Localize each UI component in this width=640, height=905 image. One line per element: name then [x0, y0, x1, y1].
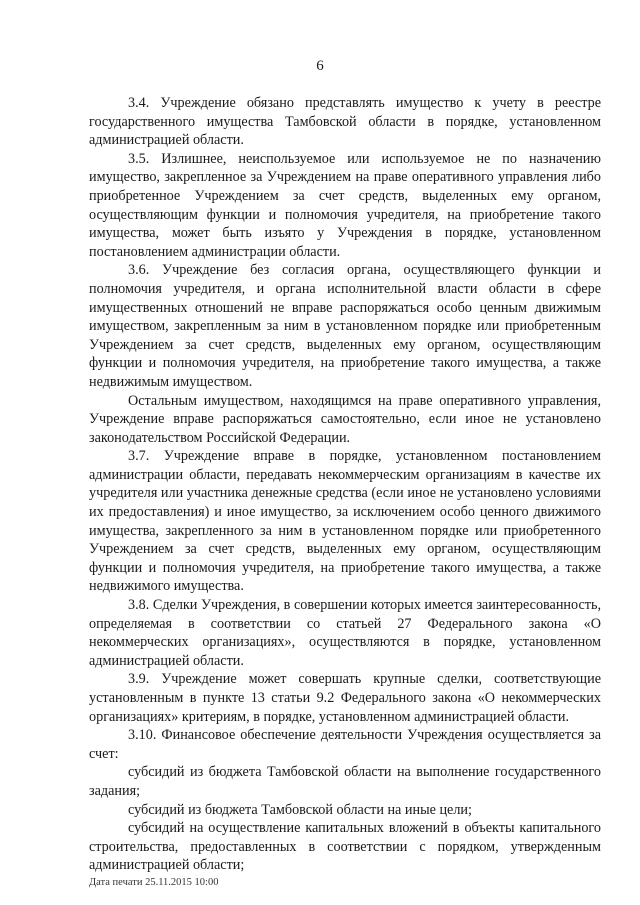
list-item-other-purpose-subsidies: субсидий из бюджета Тамбовской области на иные цели; — [128, 801, 472, 818]
list-item-state-task-subsidies: субсидий из бюджета Тамбовской области на выполнение государственного задания; — [89, 764, 601, 799]
paragraph-3-5: 3.5. Излишнее, неиспользуемое или используемое не по назначению имущество, закрепленное за Учреждением на праве оперативного управления либо приобретенное Учреждением за счет средств, выделенных ему органом, осуществляющим функции и полномочия учредителя, на приобретение такого имущества, может быть изъято у Учреждения в порядке, установленном постановлением администрации области. — [89, 150, 601, 260]
list-item-capital-investment-subsidies: субсидий на осуществление капитальных вложений в объекты капитального строительства, предоставленных в соответствии с порядком, утвержденным администрацией области; — [89, 820, 601, 874]
paragraph-3-4: 3.4. Учреждение обязано представлять имущество к учету в реестре государственного имущества Тамбовской области в порядке, установленном администрацией области. — [89, 95, 601, 149]
paragraph-3-10: 3.10. Финансовое обеспечение деятельности Учреждения осуществляется за счет: — [89, 727, 601, 762]
page-number: 6 — [316, 58, 324, 74]
print-date-footer: Дата печати 25.11.2015 10:00 — [89, 877, 219, 888]
paragraph-3-7: 3.7. Учреждение вправе в порядке, установленном постановлением администрации области, передавать некоммерческим организациям в качестве их учредителя или участника денежные средства (если иное не установлено условиями их предоставления) и иное имущество, за исключением особо ценного движимого имущества, закрепленного за ним в установленном порядке или приобретенного Учреждением за счет средств, выделенных ему органом, осуществляющим функции и полномочия учредителя, на приобретение такого имущества, а также недвижимого имущества. — [89, 448, 601, 595]
document-body — [89, 94, 601, 875]
paragraph-3-6-continued: Остальным имуществом, находящимся на праве оперативного управления, Учреждение вправе распоряжаться самостоятельно, если иное не установлено законодательством Российской Федерации. — [89, 392, 601, 446]
paragraph-3-9: 3.9. Учреждение может совершать крупные сделки, соответствующие установленным в пункте 13 статьи 9.2 Федерального закона «О некоммерческих организациях» критериям, в порядке, установленном администрацией области. — [89, 671, 601, 725]
paragraph-3-8: 3.8. Сделки Учреждения, в совершении которых имеется заинтересованность, определяемая в соответствии со статьей 27 Федерального закона «О некоммерческих организациях», осуществляются в порядке, установленном администрацией области. — [89, 597, 601, 669]
paragraph-3-6: 3.6. Учреждение без согласия органа, осуществляющего функции и полномочия учредителя, и органа исполнительной власти области в сфере имущественных отношений не вправе распоряжаться особо ценным движимым имуществом, закрепленным за ним в установленном порядке или приобретенным Учреждением за счет средств, выделенных ему органом, осуществляющим функции и полномочия учредителя, на приобретение такого имущества, а также недвижимым имуществом. — [89, 262, 601, 390]
